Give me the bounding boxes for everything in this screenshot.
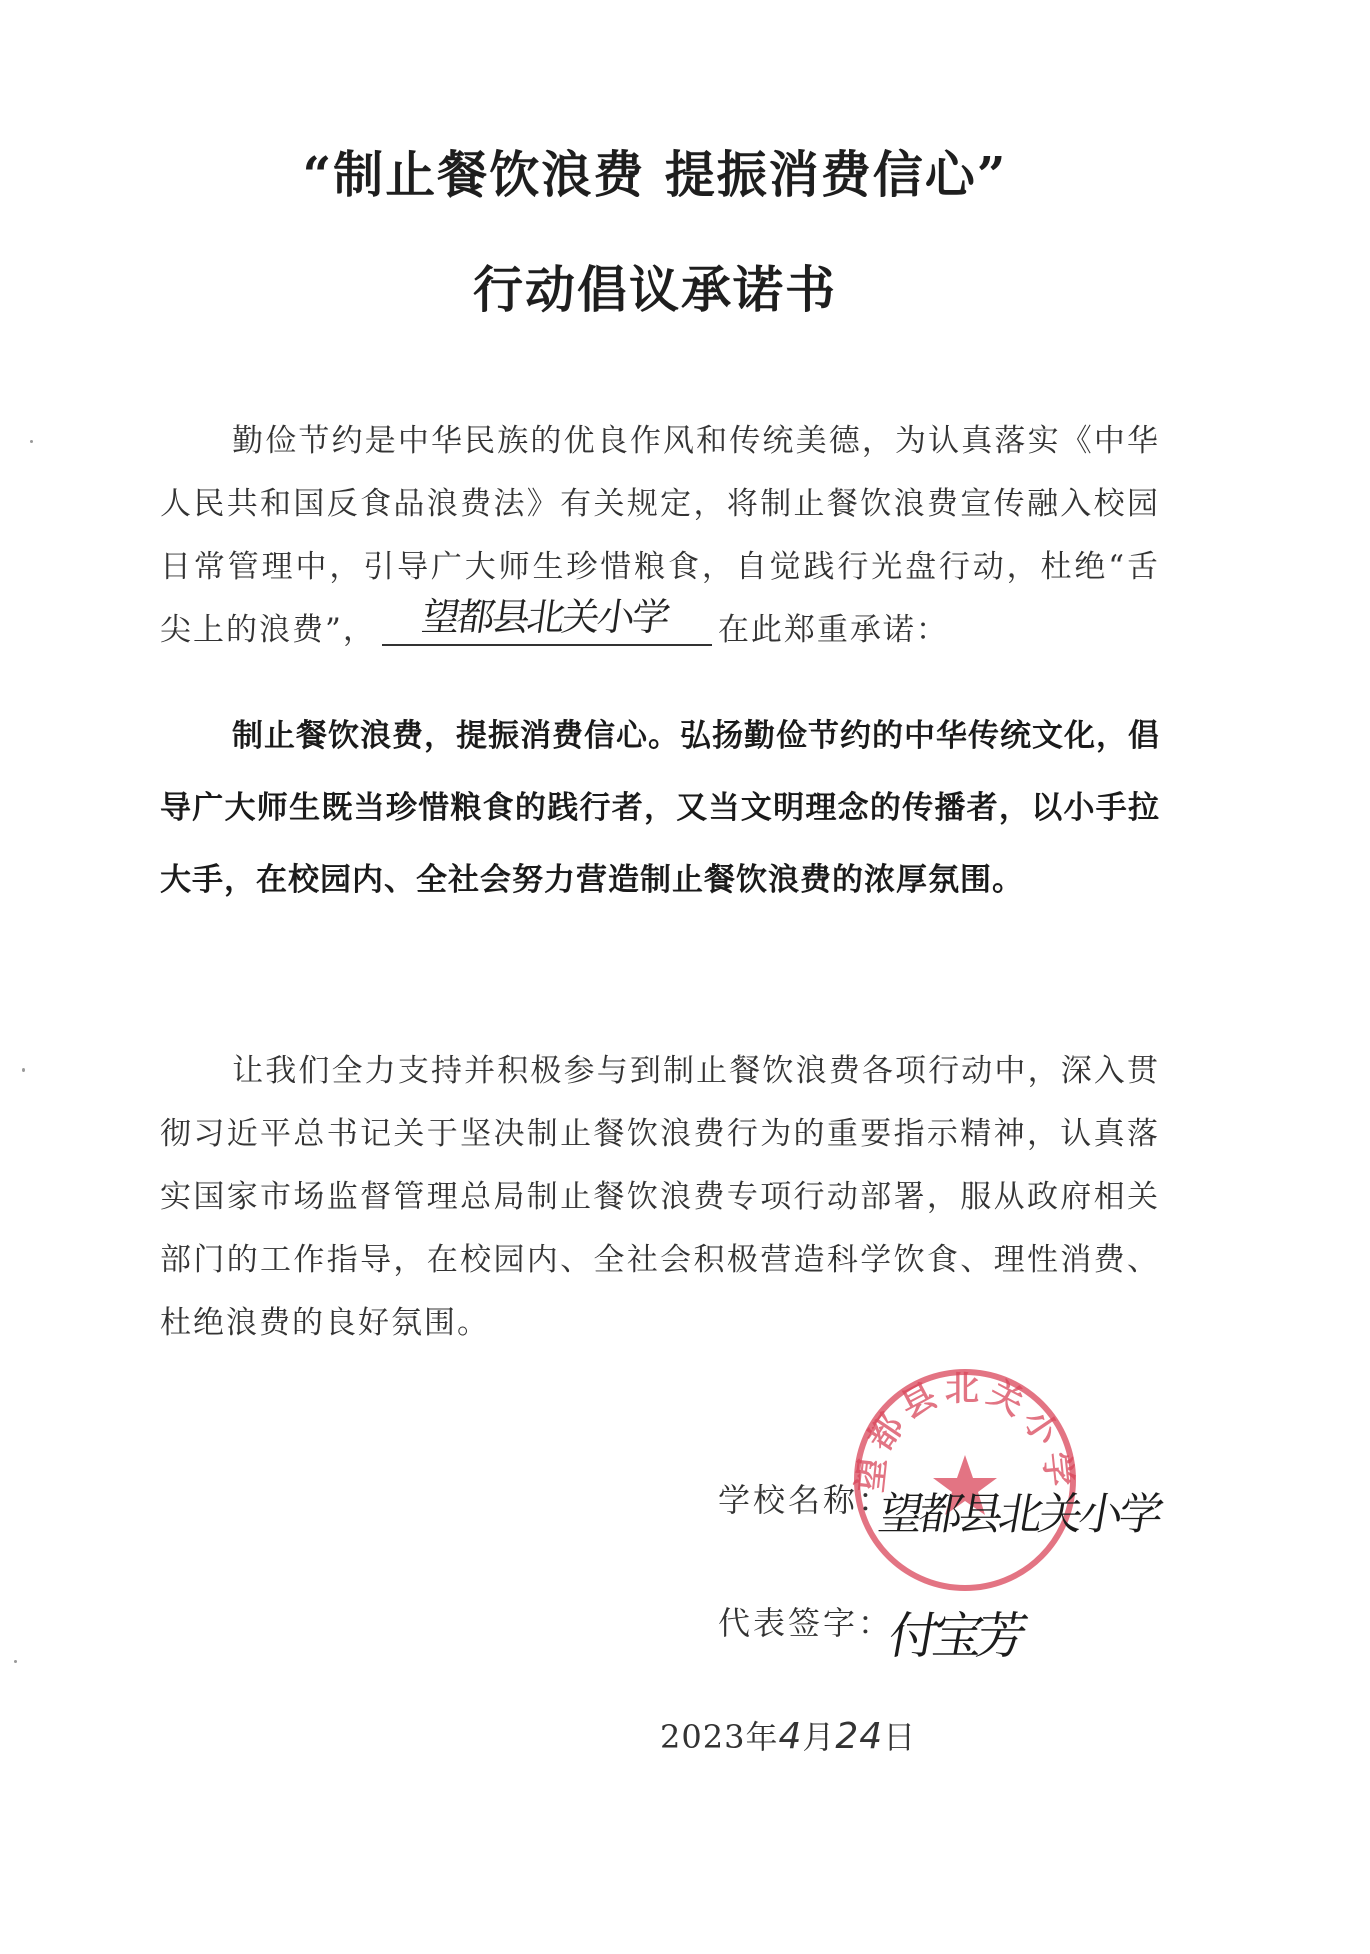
document-title-line-2: 行动倡议承诺书	[473, 260, 837, 319]
date-month-unit: 月	[802, 1718, 836, 1756]
school-name-blank	[382, 595, 712, 646]
paragraph-intro	[160, 410, 1160, 662]
seal-text: 望都县北关小学	[850, 1369, 1080, 1495]
intro-text-end: 在此郑重承诺：	[717, 612, 949, 648]
school-name-label: 学校名称：	[718, 1481, 894, 1519]
representative-signature-label: 代表签字：	[718, 1604, 894, 1642]
handwritten-school-name: 望都县北关小学	[418, 595, 671, 639]
call-to-action-text: 让我们全力支持并积极参与到制止餐饮浪费各项行动中，深入贯彻习近平总书记关于坚决制止餐饮浪费行为的重要指示精神，认真落实国家市场监督管理总局制止餐饮浪费专项行动部署，服从政府相关部门的工作指导，在校园内、全社会积极营造科学饮食、理性消费、杜绝浪费的良好氛围。	[160, 1053, 1160, 1341]
scan-speck	[22, 1068, 25, 1072]
scan-speck	[30, 440, 33, 443]
scan-speck	[14, 1660, 17, 1663]
paragraph-call-to-action	[160, 1040, 1160, 1355]
document-title-line-1: “制止餐饮浪费 提振消费信心”	[302, 145, 1008, 204]
paragraph-commitment	[160, 700, 1160, 916]
date-year: 2023	[660, 1718, 746, 1756]
date-day: 24	[835, 1716, 884, 1757]
date-year-unit: 年	[745, 1718, 779, 1756]
date-day-unit: 日	[883, 1718, 917, 1756]
handwritten-representative-signature: 付宝芳	[884, 1607, 1027, 1665]
handwritten-school-signature: 望都县北关小学	[874, 1489, 1164, 1540]
commitment-text: 制止餐饮浪费，提振消费信心。弘扬勤俭节约的中华传统文化，倡导广大师生既当珍惜粮食的践行者，又当文明理念的传播者，以小手拉大手，在校园内、全社会努力营造制止餐饮浪费的浓厚氛围。	[160, 718, 1160, 898]
document-date	[660, 1712, 916, 1758]
intro-text: 勤俭节约是中华民族的优良作风和传统美德，为认真落实《中华人民共和国反食品浪费法》有关规定，将制止餐饮浪费宣传融入校园日常管理中，引导广大师生珍惜粮食，自觉践行光盘行动，杜绝“舌尖上的浪费”，	[160, 423, 1160, 648]
date-month: 4	[778, 1716, 803, 1757]
